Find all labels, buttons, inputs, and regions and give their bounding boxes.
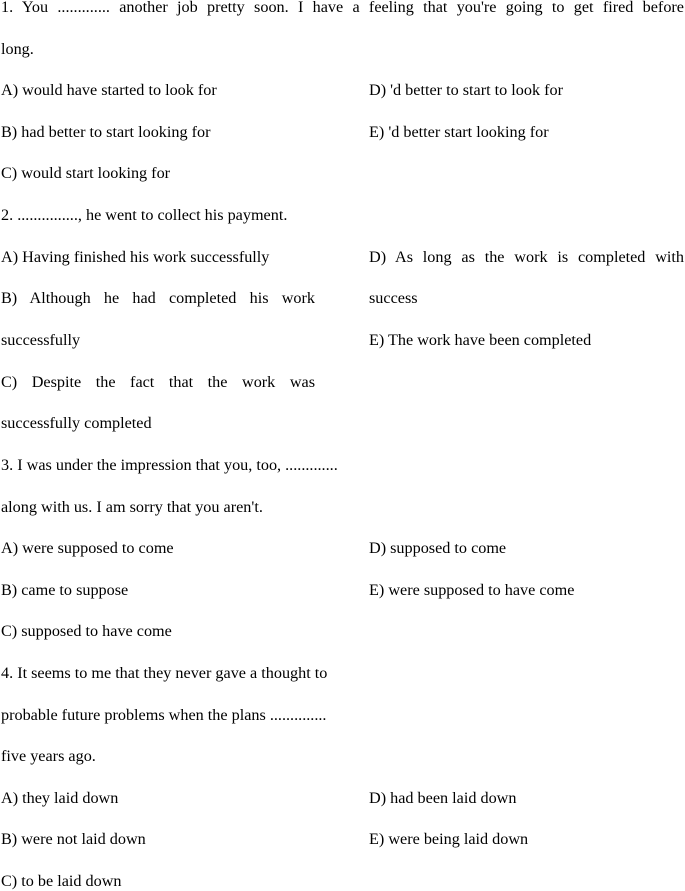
question-2-option-b-line-1: B) Although he had completed his work bbox=[1, 289, 315, 307]
question-1-option-c: C) would start looking for bbox=[1, 164, 171, 182]
question-1-stem-line-2: long. bbox=[1, 40, 34, 58]
question-1-option-e: E) 'd better start looking for bbox=[369, 123, 549, 141]
question-3-option-e: E) were supposed to have come bbox=[369, 581, 575, 599]
question-1-option-d: D) 'd better to start to look for bbox=[369, 81, 563, 99]
question-3-option-b: B) came to suppose bbox=[1, 581, 129, 599]
question-1-option-a: A) would have started to look for bbox=[1, 81, 217, 99]
question-4-option-d: D) had been laid down bbox=[369, 789, 517, 807]
question-1-option-b: B) had better to start looking for bbox=[1, 123, 211, 141]
question-4-option-e: E) were being laid down bbox=[369, 830, 529, 848]
question-4-option-c: C) to be laid down bbox=[1, 872, 122, 890]
question-2-option-d-line-1: D) As long as the work is completed with bbox=[369, 248, 684, 266]
question-4-stem-line-3: five years ago. bbox=[1, 747, 96, 765]
question-3-option-c: C) supposed to have come bbox=[1, 622, 172, 640]
question-3-stem-line-2: along with us. I am sorry that you aren't. bbox=[1, 498, 263, 516]
question-1-stem-line-1: 1. You ............. another job pretty soon. I have a feeling that you're going to get fired before bbox=[1, 0, 684, 16]
question-4-option-a: A) they laid down bbox=[1, 789, 119, 807]
question-4-stem-line-2: probable future problems when the plans .............. bbox=[1, 706, 327, 724]
question-2-option-a: A) Having finished his work successfully bbox=[1, 248, 270, 266]
question-2-option-c-line-1: C) Despite the fact that the work was bbox=[1, 373, 315, 391]
question-4-option-b: B) were not laid down bbox=[1, 830, 146, 848]
question-2-stem-line-1: 2. ..............., he went to collect his payment. bbox=[1, 206, 288, 224]
question-2-option-d-line-2: success bbox=[369, 289, 418, 307]
question-3-stem-line-1: 3. I was under the impression that you, too, ............. bbox=[1, 456, 338, 474]
question-2-option-b-line-2: successfully bbox=[1, 331, 81, 349]
question-2-option-e: E) The work have been completed bbox=[369, 331, 592, 349]
question-3-option-d: D) supposed to come bbox=[369, 539, 507, 557]
question-4-stem-line-1: 4. It seems to me that they never gave a thought to bbox=[1, 664, 328, 682]
question-3-option-a: A) were supposed to come bbox=[1, 539, 174, 557]
question-2-option-c-line-2: successfully completed bbox=[1, 414, 152, 432]
